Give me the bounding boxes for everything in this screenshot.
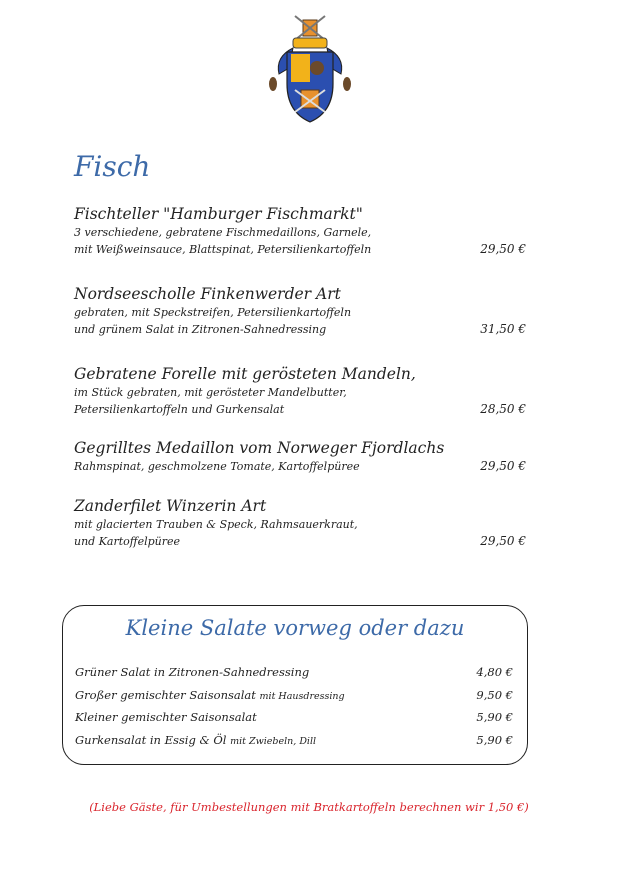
dish-price: 29,50 €: [480, 534, 526, 548]
salad-price: 5,90 €: [476, 710, 513, 724]
salads-box: [62, 605, 528, 765]
dish-description: mit glacierten Trauben & Speck, Rahmsauerkraut,: [74, 518, 358, 531]
coat-of-arms-logo: [265, 12, 355, 127]
dish-name: Nordseescholle Finkenwerder Art: [74, 285, 341, 303]
salad-item: [75, 687, 513, 705]
salad-item: [75, 732, 513, 750]
salad-note: mit Hausdressing: [259, 691, 345, 702]
salad-price: 4,80 €: [476, 665, 513, 679]
dish-description: und Kartoffelpüree: [74, 535, 181, 548]
salad-name: Großer gemischter Saisonsalat: [75, 688, 256, 702]
salad-name: Gurkensalat in Essig & Öl: [75, 733, 227, 747]
dish-description: gebraten, mit Speckstreifen, Petersilienkartoffeln: [74, 306, 352, 319]
menu-item: [74, 438, 526, 475]
dish-price: 29,50 €: [480, 459, 526, 473]
dish-name: Fischteller "Hamburger Fischmarkt": [74, 205, 363, 223]
salads-title: Kleine Salate vorweg oder dazu: [125, 616, 465, 640]
crest-icon: [265, 12, 355, 127]
menu-item: [74, 496, 526, 550]
dish-name: Gebratene Forelle mit gerösteten Mandeln,: [74, 365, 416, 383]
footer-notice: (Liebe Gäste, für Umbestellungen mit Bratkartoffeln berechnen wir 1,50 €): [89, 800, 529, 814]
dish-price: 31,50 €: [480, 322, 526, 336]
dish-description: mit Weißweinsauce, Blattspinat, Petersilienkartoffeln: [74, 243, 372, 256]
dish-price: 29,50 €: [480, 242, 526, 256]
menu-item: [74, 204, 526, 258]
dish-description: und grünem Salat in Zitronen-Sahnedressing: [74, 323, 327, 336]
menu-item: [74, 284, 526, 338]
salad-name: Grüner Salat in Zitronen-Sahnedressing: [75, 665, 310, 679]
salad-price: 5,90 €: [476, 733, 513, 747]
dish-description: Rahmspinat, geschmolzene Tomate, Kartoffelpüree: [74, 460, 360, 473]
dish-price: 28,50 €: [480, 402, 526, 416]
dish-name: Gegrilltes Medaillon vom Norweger Fjordlachs: [74, 439, 445, 457]
salad-price: 9,50 €: [476, 688, 513, 702]
dish-description: Petersilienkartoffeln und Gurkensalat: [74, 403, 285, 416]
salad-note: mit Zwiebeln, Dill: [230, 736, 317, 747]
salad-item: [75, 709, 513, 725]
section-title: Fisch: [74, 150, 151, 183]
dish-description: 3 verschiedene, gebratene Fischmedaillons, Garnele,: [74, 226, 372, 239]
menu-item: [74, 364, 526, 418]
dish-name: Zanderfilet Winzerin Art: [74, 497, 267, 515]
salad-name: Kleiner gemischter Saisonsalat: [75, 710, 257, 724]
dish-description: im Stück gebraten, mit gerösteter Mandelbutter,: [74, 386, 347, 399]
salad-item: [75, 664, 513, 680]
